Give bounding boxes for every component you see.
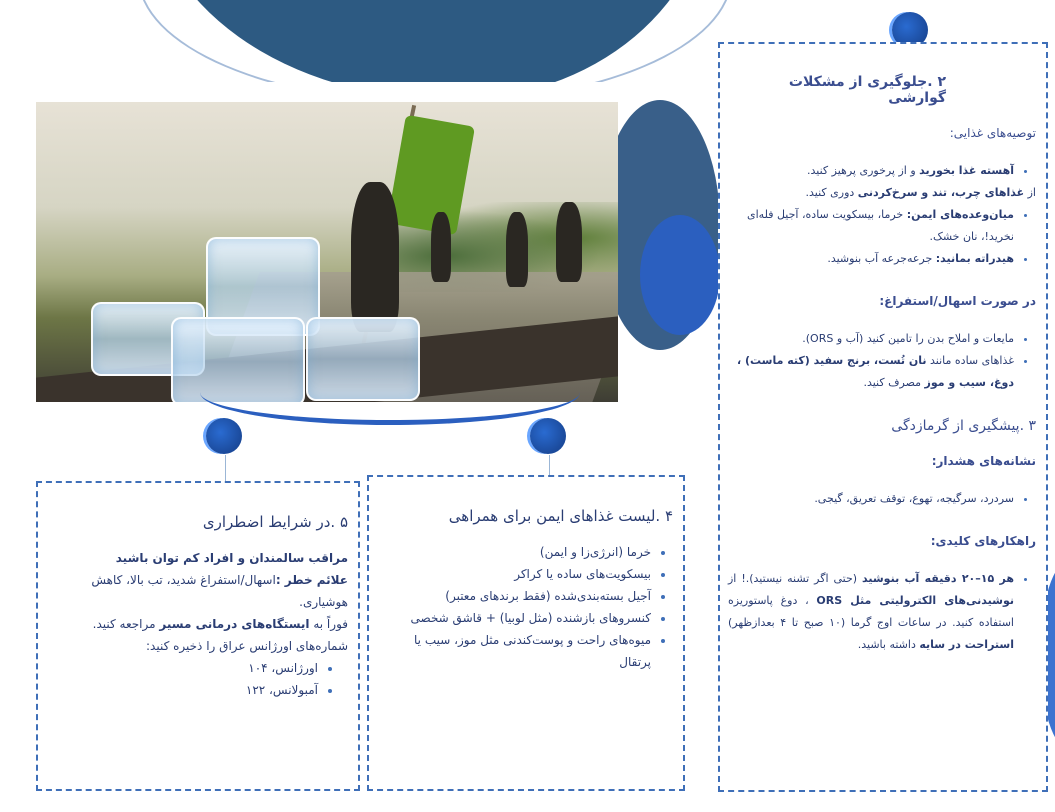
list-item: • مایعات و املاح بدن را تامین کنید (آب و ORS). bbox=[728, 328, 1014, 350]
connector-line bbox=[225, 455, 226, 481]
list-item: • میان‌وعده‌های ایمن: خرما، بیسکویت ساده، آجیل فله‌ای نخرید!، نان خشک. bbox=[728, 204, 1014, 248]
emergency-panel bbox=[36, 481, 360, 791]
list-item: • هیدراته بمانید: جرعه‌جرعه آب بنوشید. bbox=[728, 248, 1014, 270]
save-numbers-note: شماره‌های اورژانس عراق را ذخیره کنید: bbox=[145, 639, 348, 653]
list-item: • آمبولانس، ۱۲۲ bbox=[48, 679, 318, 701]
digestive-section-title: ۲ .جلوگیری از مشکلات گوارشی bbox=[788, 74, 946, 106]
list-item: • غذاهای ساده مانند نان تُست، برنج سفید (کته ماست) ، دوغ، سیب و موز مصرف کنید. bbox=[728, 350, 1014, 394]
safe-foods-list bbox=[379, 541, 673, 673]
diet-heading: توصیه‌های غذایی: bbox=[949, 126, 1036, 140]
warning-list bbox=[728, 488, 1036, 510]
list-item: • سردرد، سرگیجه، تهوع، توقف تعریق، گیجی. bbox=[728, 488, 1014, 510]
connector-line bbox=[549, 455, 550, 475]
safe-foods-panel bbox=[367, 475, 685, 791]
danger-signs: علائم خطر :اسهال/استفراغ شدید، تب بالا، کاهش هوشیاری. bbox=[91, 573, 348, 609]
care-note: مراقب سالمندان و افراد کم توان باشید bbox=[115, 551, 348, 565]
diarrhea-heading: در صورت اسهال/استفراغ: bbox=[879, 294, 1036, 308]
key-strategies-list bbox=[728, 568, 1036, 656]
diarrhea-list bbox=[728, 328, 1036, 394]
divider-band bbox=[46, 82, 716, 102]
emergency-numbers-list bbox=[48, 657, 348, 701]
digestive-heat-panel bbox=[718, 42, 1048, 792]
emergency-title: ۵ .در شرایط اضطراری bbox=[202, 513, 348, 531]
urgent-care-note: فوراً به ایستگاه‌های درمانی مسیر مراجعه کنید. bbox=[92, 617, 348, 631]
list-item: • میوه‌های راحت و پوست‌کندنی مثل موز، سیب یا پرتقال bbox=[379, 629, 651, 673]
list-item: • آهسته غذا بخورید و از پرخوری پرهیز کنید. bbox=[728, 160, 1014, 182]
diet-list bbox=[728, 160, 1036, 182]
list-item: • اورژانس، ۱۰۴ bbox=[48, 657, 318, 679]
decorative-underline-arc bbox=[200, 360, 580, 425]
list-item: • هر ۱۵–۲۰ دقیقه آب بنوشید (حتی اگر تشنه نیستید).! از نوشیدنی‌های الکترولیتی مثل ORS ، دوغ پاستوریزه استفاده کنید. در ساعات اوج گرما (۱۰ صبح تا ۴ بعدازظهر) استراحت در سایه داشته باشید. bbox=[728, 568, 1014, 656]
key-strategies-heading: راهکارهای کلیدی: bbox=[930, 534, 1036, 548]
diet-list-more bbox=[728, 204, 1036, 270]
safe-foods-title: ۴ .لیست غذاهای ایمن برای همراهی bbox=[448, 507, 673, 525]
warning-heading: نشانه‌های هشدار: bbox=[931, 454, 1036, 468]
heatstroke-section-title: ۳ .پیشگیری از گرمازدگی bbox=[891, 418, 1036, 434]
pin-icon bbox=[206, 418, 242, 454]
pilgrims-water-photo bbox=[36, 102, 618, 402]
list-item: • بیسکویت‌های ساده یا کراکر bbox=[379, 563, 651, 585]
fatty-food-note: از غذاهای چرب، تند و سرخ‌کردنی دوری کنید. bbox=[805, 186, 1036, 199]
list-item: • آجیل بسته‌بندی‌شده (فقط برندهای معتبر) bbox=[379, 585, 651, 607]
list-item: • کنسروهای بازشنده (مثل لوبیا) + قاشق شخصی bbox=[379, 607, 651, 629]
list-item: • خرما (انرژی‌زا و ایمن) bbox=[379, 541, 651, 563]
pin-icon bbox=[530, 418, 566, 454]
decorative-blob-side-accent bbox=[640, 215, 720, 335]
